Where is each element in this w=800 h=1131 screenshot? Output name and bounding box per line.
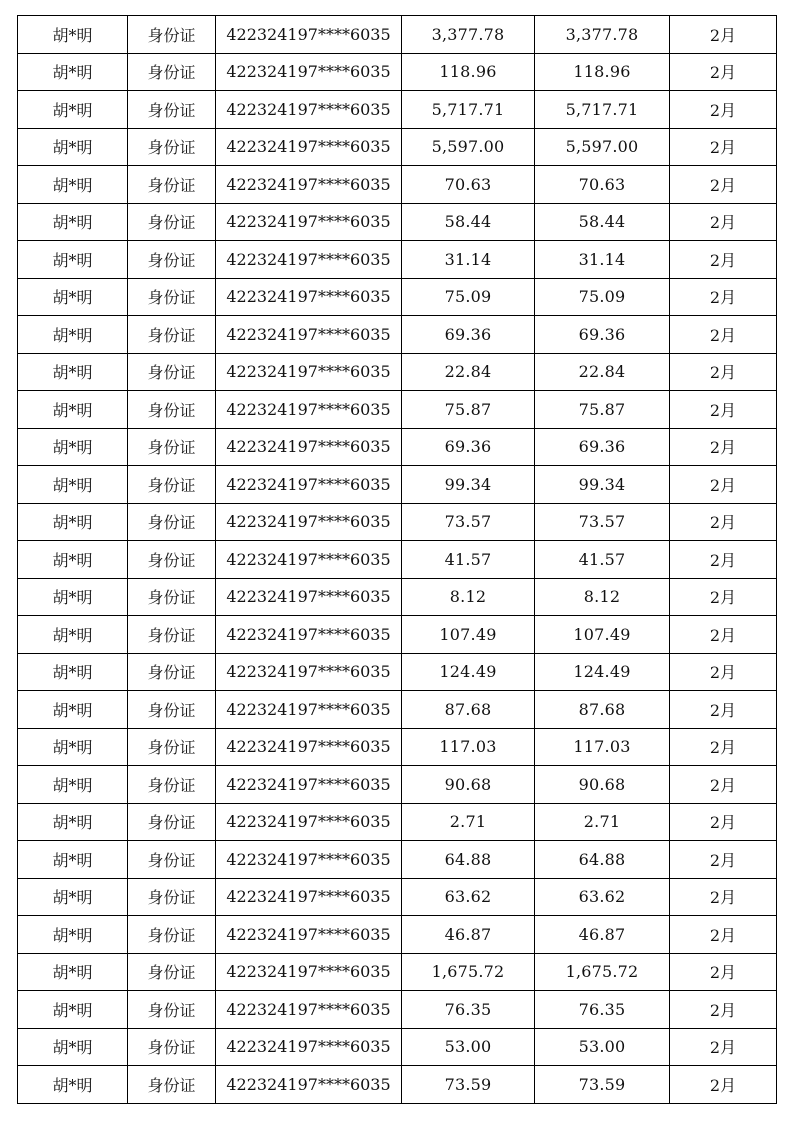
id-number-cell: 422324197****6035 xyxy=(216,728,402,766)
table-row xyxy=(18,953,777,991)
table-row xyxy=(18,53,777,91)
id-number-cell: 422324197****6035 xyxy=(216,878,402,916)
name-cell: 胡*明 xyxy=(18,278,128,316)
paid-amount-cell: 69.36 xyxy=(535,316,670,354)
amount-cell: 73.57 xyxy=(402,503,535,541)
amount-cell: 75.09 xyxy=(402,278,535,316)
amount-cell: 8.12 xyxy=(402,578,535,616)
table-row xyxy=(18,766,777,804)
id-number-cell: 422324197****6035 xyxy=(216,278,402,316)
name-cell: 胡*明 xyxy=(18,653,128,691)
amount-cell: 70.63 xyxy=(402,166,535,204)
id-type-cell: 身份证 xyxy=(128,803,216,841)
id-type-cell: 身份证 xyxy=(128,878,216,916)
name-cell: 胡*明 xyxy=(18,1028,128,1066)
id-type-cell: 身份证 xyxy=(128,128,216,166)
name-cell: 胡*明 xyxy=(18,841,128,879)
paid-amount-cell: 22.84 xyxy=(535,353,670,391)
name-cell: 胡*明 xyxy=(18,503,128,541)
paid-amount-cell: 58.44 xyxy=(535,203,670,241)
table-row xyxy=(18,203,777,241)
table-row xyxy=(18,616,777,654)
month-cell: 2月 xyxy=(670,503,777,541)
amount-cell: 58.44 xyxy=(402,203,535,241)
name-cell: 胡*明 xyxy=(18,316,128,354)
table-row xyxy=(18,466,777,504)
month-cell: 2月 xyxy=(670,653,777,691)
id-number-cell: 422324197****6035 xyxy=(216,541,402,579)
amount-cell: 1,675.72 xyxy=(402,953,535,991)
id-type-cell: 身份证 xyxy=(128,991,216,1029)
name-cell: 胡*明 xyxy=(18,53,128,91)
month-cell: 2月 xyxy=(670,278,777,316)
id-number-cell: 422324197****6035 xyxy=(216,953,402,991)
amount-cell: 64.88 xyxy=(402,841,535,879)
name-cell: 胡*明 xyxy=(18,691,128,729)
id-number-cell: 422324197****6035 xyxy=(216,691,402,729)
id-type-cell: 身份证 xyxy=(128,841,216,879)
table-row xyxy=(18,653,777,691)
month-cell: 2月 xyxy=(670,803,777,841)
paid-amount-cell: 70.63 xyxy=(535,166,670,204)
id-number-cell: 422324197****6035 xyxy=(216,91,402,129)
amount-cell: 73.59 xyxy=(402,1066,535,1104)
paid-amount-cell: 5,597.00 xyxy=(535,128,670,166)
payment-table xyxy=(17,15,777,1104)
paid-amount-cell: 90.68 xyxy=(535,766,670,804)
table-row xyxy=(18,316,777,354)
amount-cell: 63.62 xyxy=(402,878,535,916)
amount-cell: 76.35 xyxy=(402,991,535,1029)
paid-amount-cell: 117.03 xyxy=(535,728,670,766)
table-row xyxy=(18,1028,777,1066)
paid-amount-cell: 1,675.72 xyxy=(535,953,670,991)
name-cell: 胡*明 xyxy=(18,953,128,991)
id-type-cell: 身份证 xyxy=(128,203,216,241)
id-type-cell: 身份证 xyxy=(128,391,216,429)
paid-amount-cell: 87.68 xyxy=(535,691,670,729)
id-type-cell: 身份证 xyxy=(128,466,216,504)
paid-amount-cell: 3,377.78 xyxy=(535,16,670,54)
table-row xyxy=(18,916,777,954)
id-type-cell: 身份证 xyxy=(128,578,216,616)
paid-amount-cell: 76.35 xyxy=(535,991,670,1029)
month-cell: 2月 xyxy=(670,878,777,916)
id-type-cell: 身份证 xyxy=(128,691,216,729)
id-number-cell: 422324197****6035 xyxy=(216,653,402,691)
table-row xyxy=(18,503,777,541)
table-row xyxy=(18,803,777,841)
amount-cell: 3,377.78 xyxy=(402,16,535,54)
month-cell: 2月 xyxy=(670,316,777,354)
amount-cell: 22.84 xyxy=(402,353,535,391)
month-cell: 2月 xyxy=(670,728,777,766)
id-type-cell: 身份证 xyxy=(128,53,216,91)
id-number-cell: 422324197****6035 xyxy=(216,16,402,54)
name-cell: 胡*明 xyxy=(18,16,128,54)
id-number-cell: 422324197****6035 xyxy=(216,53,402,91)
id-number-cell: 422324197****6035 xyxy=(216,578,402,616)
id-number-cell: 422324197****6035 xyxy=(216,503,402,541)
amount-cell: 5,597.00 xyxy=(402,128,535,166)
month-cell: 2月 xyxy=(670,16,777,54)
month-cell: 2月 xyxy=(670,428,777,466)
id-number-cell: 422324197****6035 xyxy=(216,241,402,279)
table-row xyxy=(18,91,777,129)
month-cell: 2月 xyxy=(670,466,777,504)
name-cell: 胡*明 xyxy=(18,466,128,504)
name-cell: 胡*明 xyxy=(18,541,128,579)
paid-amount-cell: 41.57 xyxy=(535,541,670,579)
table-row xyxy=(18,1066,777,1104)
name-cell: 胡*明 xyxy=(18,728,128,766)
id-type-cell: 身份证 xyxy=(128,503,216,541)
paid-amount-cell: 64.88 xyxy=(535,841,670,879)
paid-amount-cell: 63.62 xyxy=(535,878,670,916)
id-type-cell: 身份证 xyxy=(128,616,216,654)
id-type-cell: 身份证 xyxy=(128,1028,216,1066)
table-row xyxy=(18,578,777,616)
month-cell: 2月 xyxy=(670,841,777,879)
table-row xyxy=(18,278,777,316)
name-cell: 胡*明 xyxy=(18,916,128,954)
name-cell: 胡*明 xyxy=(18,391,128,429)
id-number-cell: 422324197****6035 xyxy=(216,766,402,804)
table-body xyxy=(18,16,777,1104)
id-type-cell: 身份证 xyxy=(128,316,216,354)
name-cell: 胡*明 xyxy=(18,203,128,241)
month-cell: 2月 xyxy=(670,616,777,654)
table-row xyxy=(18,541,777,579)
month-cell: 2月 xyxy=(670,691,777,729)
paid-amount-cell: 75.09 xyxy=(535,278,670,316)
table-row xyxy=(18,391,777,429)
id-number-cell: 422324197****6035 xyxy=(216,616,402,654)
id-number-cell: 422324197****6035 xyxy=(216,203,402,241)
paid-amount-cell: 53.00 xyxy=(535,1028,670,1066)
table-row xyxy=(18,728,777,766)
month-cell: 2月 xyxy=(670,353,777,391)
amount-cell: 124.49 xyxy=(402,653,535,691)
amount-cell: 69.36 xyxy=(402,428,535,466)
amount-cell: 31.14 xyxy=(402,241,535,279)
month-cell: 2月 xyxy=(670,1028,777,1066)
month-cell: 2月 xyxy=(670,391,777,429)
name-cell: 胡*明 xyxy=(18,616,128,654)
name-cell: 胡*明 xyxy=(18,128,128,166)
month-cell: 2月 xyxy=(670,53,777,91)
amount-cell: 53.00 xyxy=(402,1028,535,1066)
id-type-cell: 身份证 xyxy=(128,353,216,391)
id-type-cell: 身份证 xyxy=(128,916,216,954)
id-number-cell: 422324197****6035 xyxy=(216,1066,402,1104)
name-cell: 胡*明 xyxy=(18,428,128,466)
id-number-cell: 422324197****6035 xyxy=(216,991,402,1029)
amount-cell: 117.03 xyxy=(402,728,535,766)
paid-amount-cell: 8.12 xyxy=(535,578,670,616)
table-row xyxy=(18,128,777,166)
paid-amount-cell: 31.14 xyxy=(535,241,670,279)
amount-cell: 2.71 xyxy=(402,803,535,841)
id-number-cell: 422324197****6035 xyxy=(216,353,402,391)
id-number-cell: 422324197****6035 xyxy=(216,1028,402,1066)
id-number-cell: 422324197****6035 xyxy=(216,916,402,954)
month-cell: 2月 xyxy=(670,166,777,204)
paid-amount-cell: 118.96 xyxy=(535,53,670,91)
paid-amount-cell: 46.87 xyxy=(535,916,670,954)
id-number-cell: 422324197****6035 xyxy=(216,841,402,879)
id-type-cell: 身份证 xyxy=(128,953,216,991)
id-type-cell: 身份证 xyxy=(128,278,216,316)
id-number-cell: 422324197****6035 xyxy=(216,803,402,841)
month-cell: 2月 xyxy=(670,91,777,129)
name-cell: 胡*明 xyxy=(18,878,128,916)
name-cell: 胡*明 xyxy=(18,1066,128,1104)
paid-amount-cell: 73.59 xyxy=(535,1066,670,1104)
name-cell: 胡*明 xyxy=(18,241,128,279)
amount-cell: 75.87 xyxy=(402,391,535,429)
paid-amount-cell: 124.49 xyxy=(535,653,670,691)
id-number-cell: 422324197****6035 xyxy=(216,391,402,429)
month-cell: 2月 xyxy=(670,766,777,804)
id-number-cell: 422324197****6035 xyxy=(216,466,402,504)
id-number-cell: 422324197****6035 xyxy=(216,166,402,204)
amount-cell: 99.34 xyxy=(402,466,535,504)
amount-cell: 90.68 xyxy=(402,766,535,804)
paid-amount-cell: 75.87 xyxy=(535,391,670,429)
name-cell: 胡*明 xyxy=(18,91,128,129)
name-cell: 胡*明 xyxy=(18,578,128,616)
table-row xyxy=(18,878,777,916)
month-cell: 2月 xyxy=(670,241,777,279)
id-type-cell: 身份证 xyxy=(128,766,216,804)
amount-cell: 107.49 xyxy=(402,616,535,654)
id-number-cell: 422324197****6035 xyxy=(216,316,402,354)
id-type-cell: 身份证 xyxy=(128,728,216,766)
month-cell: 2月 xyxy=(670,541,777,579)
id-type-cell: 身份证 xyxy=(128,91,216,129)
month-cell: 2月 xyxy=(670,203,777,241)
amount-cell: 41.57 xyxy=(402,541,535,579)
id-number-cell: 422324197****6035 xyxy=(216,428,402,466)
table-row xyxy=(18,166,777,204)
amount-cell: 46.87 xyxy=(402,916,535,954)
month-cell: 2月 xyxy=(670,953,777,991)
name-cell: 胡*明 xyxy=(18,166,128,204)
amount-cell: 118.96 xyxy=(402,53,535,91)
table-row xyxy=(18,691,777,729)
name-cell: 胡*明 xyxy=(18,803,128,841)
month-cell: 2月 xyxy=(670,578,777,616)
amount-cell: 5,717.71 xyxy=(402,91,535,129)
table-row xyxy=(18,841,777,879)
paid-amount-cell: 69.36 xyxy=(535,428,670,466)
table-row xyxy=(18,428,777,466)
id-type-cell: 身份证 xyxy=(128,653,216,691)
month-cell: 2月 xyxy=(670,128,777,166)
id-type-cell: 身份证 xyxy=(128,541,216,579)
paid-amount-cell: 73.57 xyxy=(535,503,670,541)
name-cell: 胡*明 xyxy=(18,766,128,804)
month-cell: 2月 xyxy=(670,1066,777,1104)
month-cell: 2月 xyxy=(670,916,777,954)
id-type-cell: 身份证 xyxy=(128,1066,216,1104)
table-row xyxy=(18,353,777,391)
table-row xyxy=(18,241,777,279)
id-type-cell: 身份证 xyxy=(128,241,216,279)
name-cell: 胡*明 xyxy=(18,353,128,391)
amount-cell: 69.36 xyxy=(402,316,535,354)
month-cell: 2月 xyxy=(670,991,777,1029)
paid-amount-cell: 107.49 xyxy=(535,616,670,654)
id-type-cell: 身份证 xyxy=(128,16,216,54)
paid-amount-cell: 2.71 xyxy=(535,803,670,841)
id-type-cell: 身份证 xyxy=(128,428,216,466)
name-cell: 胡*明 xyxy=(18,991,128,1029)
paid-amount-cell: 99.34 xyxy=(535,466,670,504)
id-type-cell: 身份证 xyxy=(128,166,216,204)
id-number-cell: 422324197****6035 xyxy=(216,128,402,166)
table-row xyxy=(18,991,777,1029)
amount-cell: 87.68 xyxy=(402,691,535,729)
paid-amount-cell: 5,717.71 xyxy=(535,91,670,129)
table-row xyxy=(18,16,777,54)
